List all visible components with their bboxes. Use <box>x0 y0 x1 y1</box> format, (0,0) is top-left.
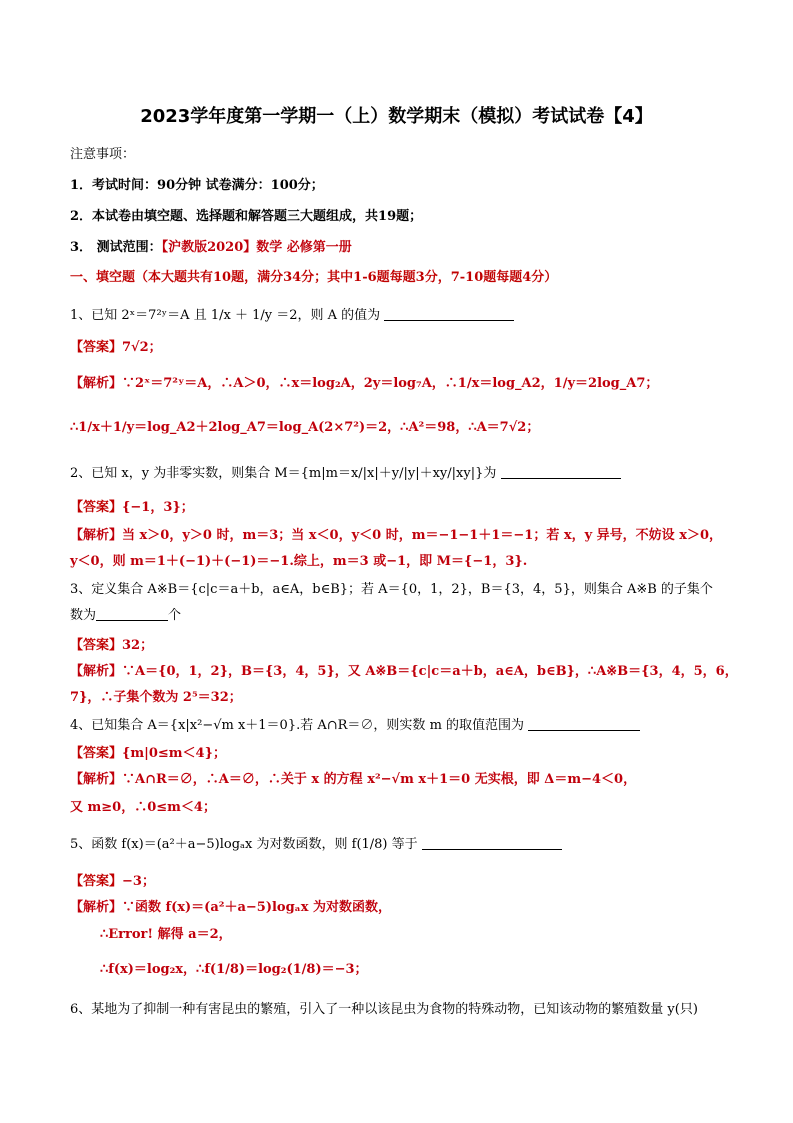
answer-blank-3 <box>96 606 168 621</box>
analysis-2-label: 【解析】 <box>70 528 123 543</box>
answer-blank-1 <box>384 306 514 321</box>
notice-item-3 <box>70 238 730 258</box>
analysis-4-text-1: ∵A∩R＝∅，∴A＝∅，∴关于 x 的方程 x²−√m x＋1＝0 无实根，即 Δ＝m−4＜0， <box>122 772 637 787</box>
answer-2 <box>70 498 730 518</box>
notice-item-3-prefix: 3． 测试范围： <box>70 240 162 255</box>
analysis-2-text-1: 当 x＞0，y＞0 时，m＝3；当 x＜0，y＜0 时，m＝−1−1＋1＝−1；若 x，y 异号，不妨设 x＞0， <box>122 528 723 543</box>
question-2-text: 2、已知 x，y 为非零实数，则集合 M＝{m|m＝x/|x|＋y/|y|＋xy/|xy|}为 <box>70 466 497 481</box>
analysis-4-line-2: 又 m≥0，∴0≤m＜4； <box>70 800 216 815</box>
question-4-text: 4、已知集合 A＝{x|x²−√m x＋1＝0}.若 A∩R＝∅，则实数 m 的取值范围为 <box>70 718 525 733</box>
question-3-text-2: 数为 <box>70 608 97 623</box>
answer-5-value: −3； <box>122 874 155 889</box>
analysis-3-line-1 <box>70 662 738 682</box>
question-2 <box>70 464 730 484</box>
analysis-5-label: 【解析】 <box>70 900 123 915</box>
question-3-line-1: 3、定义集合 A※B＝{c|c＝a＋b，a∈A，b∈B}；若 A＝{0，1，2}，B＝{3，4，5}，则集合 A※B 的子集个 <box>70 582 713 597</box>
page-title: 2023学年度第一学期一（上）数学期末（模拟）考试试卷【4】 <box>140 106 653 127</box>
analysis-1-line-1 <box>70 374 730 394</box>
question-5-text: 5、函数 f(x)＝(a²＋a−5)logₐx 为对数函数，则 f(1/8) 等于 <box>70 837 418 852</box>
question-4 <box>70 716 730 736</box>
answer-5-label: 【答案】 <box>70 874 123 889</box>
analysis-5-line-3: ∴f(x)＝log₂x，∴f(1/8)＝log₂(1/8)＝−3； <box>100 962 368 977</box>
analysis-4-line-1 <box>70 770 730 790</box>
notice-heading: 注意事项： <box>70 147 136 162</box>
answer-1-label: 【答案】 <box>70 340 123 355</box>
answer-1 <box>70 338 730 358</box>
answer-2-label: 【答案】 <box>70 500 123 515</box>
analysis-5-line-1 <box>70 898 730 918</box>
answer-1-value: 7√2； <box>122 340 162 355</box>
analysis-1-text-1: ∵2ˣ＝7²ʸ＝A，∴A＞0，∴x＝log₂A，2y＝log₇A，∴1/x＝log_A2，1/y＝2log_A7； <box>122 376 659 391</box>
question-1 <box>70 306 730 326</box>
analysis-3-text-1: ∵A＝{0，1，2}，B＝{3，4，5}，又 A※B＝{c|c＝a＋b，a∈A，b∈B}，∴A※B＝{3，4，5，6， <box>122 664 738 679</box>
question-6: 6、某地为了抑制一种有害昆虫的繁殖，引入了一种以该昆虫为食物的特殊动物，已知该动物的繁殖数量 y(只) <box>70 1002 698 1017</box>
section-1-heading: 一、填空题（本大题共有10题，满分34分；其中1-6题每题3分，7-10题每题4分） <box>70 270 558 285</box>
notice-item-2: 2．本试卷由填空题、选择题和解答题三大题组成，共19题； <box>70 209 423 224</box>
answer-blank-5 <box>422 835 562 850</box>
analysis-2-line-1 <box>70 526 730 546</box>
analysis-2-line-2: y＜0，则 m＝1＋(−1)＋(−1)＝−1.综上，m＝3 或−1，即 M＝{−1，3}. <box>70 554 528 569</box>
answer-4 <box>70 744 730 764</box>
notice-item-3-scope: 【沪教版2020】数学 必修第一册 <box>161 240 352 255</box>
question-1-text: 1、已知 2ˣ＝7²ʸ＝A 且 1/x ＋ 1/y ＝2，则 A 的值为 <box>70 308 381 323</box>
answer-blank-4 <box>528 716 640 731</box>
notice-item-1: 1．考试时间：90分钟 试卷满分：100分； <box>70 178 324 193</box>
answer-5 <box>70 872 730 892</box>
question-5 <box>70 835 730 855</box>
analysis-3-line-2: 7}，∴子集个数为 2⁵＝32； <box>70 690 242 705</box>
answer-4-value: {m|0≤m＜4}； <box>122 746 226 761</box>
answer-3-value: 32； <box>122 638 154 653</box>
answer-3 <box>70 636 730 656</box>
analysis-3-label: 【解析】 <box>70 664 123 679</box>
question-3-suffix: 个 <box>168 608 182 623</box>
analysis-1-line-2: ∴1/x＋1/y＝log_A2＋2log_A7＝log_A(2×7²)＝2，∴A²＝98，∴A＝7√2； <box>70 420 540 435</box>
analysis-4-label: 【解析】 <box>70 772 123 787</box>
question-3-line-2 <box>70 606 730 626</box>
answer-4-label: 【答案】 <box>70 746 123 761</box>
answer-3-label: 【答案】 <box>70 638 123 653</box>
answer-2-value: {−1，3}； <box>122 500 194 515</box>
analysis-1-label: 【解析】 <box>70 376 123 391</box>
analysis-5-line-2: ∴Error! 解得 a＝2， <box>100 927 232 942</box>
answer-blank-2 <box>501 464 621 479</box>
analysis-5-text-1: ∵函数 f(x)＝(a²＋a−5)logₐx 为对数函数， <box>122 900 391 915</box>
